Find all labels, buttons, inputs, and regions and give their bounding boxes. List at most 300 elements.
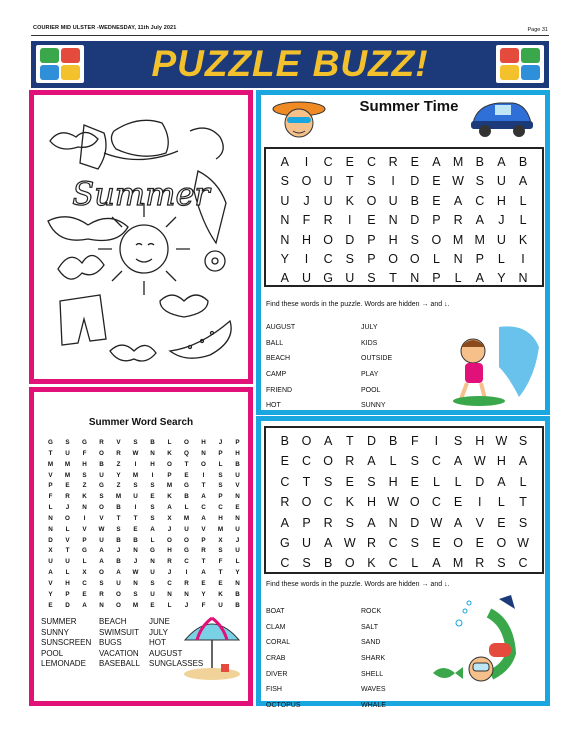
grid-letter: R [323, 213, 333, 228]
grid-letter: C [388, 556, 398, 571]
grid-letter: U [301, 535, 311, 550]
grid-letter: P [432, 271, 441, 286]
word-row [266, 336, 446, 352]
grid-letter: S [518, 434, 528, 448]
word-list-item: JUNE [149, 617, 170, 626]
grid-letter: L [218, 460, 223, 468]
grid-row [42, 503, 246, 514]
grid-letter: N [235, 514, 240, 522]
grid-letter: U [184, 525, 189, 533]
grid-letter: E [65, 482, 70, 490]
grid-row [42, 471, 246, 482]
grid-letter: S [410, 454, 419, 469]
grid-letter: B [116, 504, 121, 512]
grid-letter: X [218, 536, 223, 544]
grid-letter: M [452, 556, 464, 571]
grid-letter: Y [280, 251, 289, 266]
grid-letter: K [518, 232, 528, 247]
grid-letter: W [452, 174, 464, 189]
grid-letter: N [388, 515, 398, 530]
grid-letter: P [367, 232, 376, 247]
car-icon [467, 97, 537, 139]
grid-row [266, 231, 542, 250]
word-list-item: AUGUST [266, 324, 296, 331]
grid-letter: W [495, 434, 508, 448]
grid-letter: S [218, 482, 223, 490]
grid-letter: R [280, 495, 290, 510]
grid-letter: U [280, 193, 290, 208]
grid-letter: S [133, 439, 138, 446]
word-row [266, 604, 446, 620]
grid-letter: H [65, 579, 70, 587]
grid-letter: G [184, 547, 189, 555]
puzzle-banner [31, 41, 549, 88]
grid-letter: A [201, 493, 206, 501]
grid-letter: N [133, 547, 138, 555]
grid-letter: F [48, 493, 53, 501]
grid-letter: R [323, 515, 333, 530]
grid-letter: W [98, 525, 105, 533]
word-list-item: KIDS [361, 339, 378, 347]
grid-letter: C [323, 155, 333, 169]
grid-letter: D [48, 536, 53, 544]
grid-letter: C [280, 474, 290, 489]
ocean-grid [264, 426, 544, 574]
grid-letter: A [48, 569, 53, 577]
grid-letter: H [388, 232, 398, 247]
grid-letter: Y [48, 590, 53, 598]
grid-letter: T [201, 482, 206, 490]
word-list-item: LEMONADE [41, 659, 86, 669]
grid-letter: V [48, 471, 53, 479]
grid-letter: O [431, 232, 442, 247]
grid-row [266, 269, 542, 288]
grid-letter: T [218, 569, 223, 577]
grid-letter: D [475, 474, 485, 489]
grid-letter: I [304, 155, 309, 169]
water-splash-kid-icon [439, 317, 543, 409]
grid-letter: N [388, 213, 398, 228]
grid-letter: D [410, 515, 420, 530]
grid-letter: C [323, 495, 333, 510]
grid-letter: A [99, 558, 104, 566]
grid-letter: H [218, 514, 223, 522]
grid-letter: R [167, 558, 172, 566]
grid-letter: T [48, 449, 53, 457]
grid-letter: U [323, 174, 333, 189]
grid-row [266, 172, 542, 191]
grid-letter: P [367, 251, 376, 266]
grid-letter: A [432, 155, 441, 169]
grid-letter: M [64, 460, 71, 468]
grid-letter: L [411, 556, 419, 571]
grid-letter: T [302, 474, 311, 489]
grid-letter: U [99, 471, 104, 479]
grid-letter: A [497, 474, 506, 489]
grid-letter: P [218, 493, 223, 501]
grid-letter: M [452, 155, 464, 169]
grid-letter: T [345, 434, 354, 448]
word-list-item: DIVER [266, 670, 288, 678]
grid-letter: K [167, 493, 172, 501]
grid-letter: M [64, 471, 71, 479]
grid-letter: H [496, 193, 506, 208]
grid-letter: I [391, 174, 395, 189]
grid-letter: E [367, 213, 376, 228]
grid-letter: W [430, 515, 443, 530]
grid-letter: B [410, 193, 419, 208]
grid-letter: I [134, 460, 137, 468]
grid-letter: L [82, 558, 87, 566]
word-list-item: BALL [266, 339, 284, 347]
grid-letter: S [410, 232, 419, 247]
word-list-item: SUMMER [41, 617, 77, 626]
grid-letter: O [99, 569, 104, 577]
grid-letter: S [410, 535, 419, 550]
grid-letter: V [235, 482, 240, 490]
word-list-item: BEACH [99, 617, 127, 626]
word-row [266, 667, 446, 683]
grid-letter: O [453, 535, 463, 550]
grid-letter: Q [184, 449, 189, 457]
grid-letter: S [150, 482, 155, 490]
grid-letter: L [519, 474, 527, 489]
newspaper-header: COURIER MID ULSTER -WEDNESDAY, 11th July 2021 [33, 25, 177, 31]
grid-letter: W [473, 454, 486, 469]
page-number: Page 31 [527, 27, 548, 33]
grid-letter: C [431, 454, 441, 469]
grid-letter: S [345, 251, 354, 266]
grid-letter: D [366, 434, 376, 448]
grid-letter: A [99, 547, 104, 555]
grid-letter: V [65, 536, 70, 544]
grid-letter: L [454, 474, 462, 489]
word-list-item: CLAM [266, 623, 286, 631]
grid-letter: F [410, 434, 419, 448]
beach-umbrella-icon [181, 614, 243, 682]
grid-letter: P [302, 515, 311, 530]
grid-letter: U [301, 271, 311, 286]
grid-letter: K [82, 493, 87, 501]
grid-letter: S [82, 471, 87, 479]
word-list-item: BASEBALL [99, 659, 140, 669]
word-row [266, 635, 446, 651]
word-list-item: WAVES [361, 686, 386, 694]
grid-letter: U [48, 558, 53, 566]
word-list-item: SHARK [361, 655, 386, 663]
grid-letter: U [116, 579, 121, 587]
grid-letter: M [217, 525, 224, 533]
grid-letter: U [65, 558, 70, 566]
grid-letter: S [345, 515, 354, 530]
grid-letter: J [184, 601, 189, 609]
grid-letter: A [518, 174, 528, 189]
word-list-item: PLAY [361, 371, 379, 379]
grid-letter: S [99, 493, 104, 501]
grid-letter: A [116, 569, 121, 577]
word-list-item: BUGS [99, 638, 122, 648]
grid-letter: O [201, 460, 206, 468]
grid-letter: D [345, 232, 355, 247]
grid-row [42, 481, 246, 492]
grid-letter: T [133, 514, 138, 522]
grid-row [266, 533, 542, 553]
grid-letter: W [387, 495, 400, 510]
grid-letter: E [235, 504, 240, 512]
grid-letter: B [388, 434, 398, 448]
grid-letter: U [235, 525, 240, 533]
grid-letter: L [167, 601, 172, 609]
word-row [266, 698, 446, 714]
grid-letter: C [431, 495, 441, 510]
coloring-summer-lettering: Summer [72, 175, 210, 213]
grid-letter: I [151, 471, 154, 479]
grid-letter: X [167, 514, 172, 522]
grid-letter: N [99, 601, 104, 609]
grid-letter: H [201, 439, 206, 446]
grid-letter: O [409, 251, 420, 266]
grid-letter: P [167, 471, 172, 479]
grid-letter: S [323, 474, 333, 489]
grid-letter: W [132, 569, 139, 577]
grid-row [266, 513, 542, 533]
grid-letter: R [99, 439, 104, 446]
grid-letter: P [82, 536, 87, 544]
grid-letter: M [474, 232, 485, 247]
grid-letter: A [432, 556, 441, 571]
grid-letter: O [167, 536, 172, 544]
grid-letter: U [99, 536, 104, 544]
grid-letter: A [280, 515, 289, 530]
grid-letter: S [150, 514, 155, 522]
grid-letter: E [432, 174, 441, 189]
grid-letter: O [344, 556, 355, 571]
grid-letter: B [116, 558, 121, 566]
grid-letter: S [99, 579, 104, 587]
grid-letter: R [184, 579, 189, 587]
grid-letter: H [475, 434, 485, 448]
grid-letter: S [367, 271, 376, 286]
grid-letter: R [366, 535, 376, 550]
grid-letter: O [409, 495, 420, 510]
grid-letter: Z [116, 482, 121, 490]
ocean-instructions: Find these words in the puzzle. Words are hidden → and ↓. [266, 581, 450, 588]
grid-letter: X [82, 569, 87, 577]
grid-letter: E [150, 493, 155, 501]
grid-letter: L [432, 251, 440, 266]
grid-letter: I [83, 514, 86, 522]
grid-letter: O [184, 439, 189, 446]
grid-letter: I [185, 569, 188, 577]
grid-letter: A [82, 601, 87, 609]
grid-letter: E [82, 590, 87, 598]
grid-letter: J [498, 213, 505, 228]
grid-letter: U [323, 193, 333, 208]
word-list-item: OUTSIDE [361, 355, 393, 363]
grid-letter: J [133, 558, 138, 566]
grid-letter: L [454, 271, 462, 286]
grid-letter: S [453, 434, 463, 448]
grid-letter: D [65, 601, 70, 609]
grid-letter: U [150, 590, 155, 598]
grid-letter: S [150, 504, 155, 512]
word-list-item: AUGUST [149, 648, 183, 658]
word-list-item: SALT [361, 623, 378, 631]
grid-letter: C [167, 579, 172, 587]
word-list-item: POOL [361, 386, 381, 394]
grid-letter: S [367, 474, 376, 489]
grid-row [42, 525, 246, 536]
grid-letter: H [388, 474, 398, 489]
grid-letter: A [367, 515, 376, 530]
grid-row [42, 438, 246, 449]
grid-letter: H [82, 460, 87, 468]
grid-letter: B [323, 556, 333, 571]
grid-letter: H [366, 495, 376, 510]
grid-letter: K [345, 193, 354, 208]
word-list-item: HOT [266, 402, 281, 410]
grid-letter: O [167, 460, 172, 468]
grid-letter: M [166, 482, 173, 490]
sunhat-kid-icon [269, 97, 329, 143]
grid-letter: A [453, 454, 463, 469]
grid-letter: E [280, 454, 289, 469]
grid-letter: O [301, 434, 312, 448]
grid-letter: C [301, 454, 311, 469]
grid-row [42, 492, 246, 503]
grid-letter: C [323, 251, 333, 266]
grid-letter: B [235, 601, 240, 609]
grid-letter: R [65, 493, 70, 501]
grid-letter: C [201, 504, 206, 512]
word-row [266, 398, 446, 414]
grid-letter: E [453, 495, 463, 510]
grid-letter: A [201, 514, 206, 522]
word-list-item: FISH [266, 686, 282, 694]
grid-letter: U [496, 232, 506, 247]
summer-coloring-illustration [40, 101, 242, 373]
word-list-item: SWIMSUIT [99, 627, 139, 637]
grid-letter: O [301, 174, 312, 189]
grid-letter: R [116, 449, 121, 457]
grid-letter: C [82, 579, 87, 587]
grid-letter: E [133, 525, 138, 533]
grid-letter: W [517, 535, 529, 550]
grid-letter: C [280, 556, 290, 571]
grid-letter: A [323, 535, 333, 550]
word-list-item: HOT [149, 638, 166, 648]
grid-letter: R [201, 547, 206, 555]
grid-letter: J [303, 193, 310, 208]
grid-letter: Y [497, 271, 506, 286]
word-list-item: CRAB [266, 655, 286, 663]
summer-time-title: Summer Time [359, 98, 459, 115]
grid-letter: S [150, 579, 155, 587]
grid-letter: P [65, 590, 70, 598]
grid-letter: T [389, 271, 397, 286]
word-list-item: WHALE [361, 702, 386, 710]
grid-letter: A [475, 213, 484, 228]
word-list-item: JULY [149, 627, 168, 637]
grid-letter: J [235, 536, 240, 544]
word-list-item: ROCK [361, 608, 382, 615]
grid-letter: M [183, 514, 190, 522]
grid-row [266, 211, 542, 230]
grid-letter: R [345, 454, 355, 469]
grid-letter: G [82, 439, 87, 446]
grid-letter: C [518, 556, 528, 571]
grid-letter: H [167, 547, 172, 555]
grid-letter: N [518, 271, 528, 286]
grid-letter: A [475, 271, 484, 286]
grid-letter: K [367, 556, 376, 571]
grid-letter: E [432, 535, 441, 550]
grid-letter: N [150, 449, 155, 457]
grid-letter: L [184, 504, 189, 512]
grid-letter: L [519, 213, 527, 228]
grid-letter: O [366, 193, 377, 208]
grid-letter: R [388, 155, 398, 169]
word-row [266, 320, 446, 336]
ocean-word-search-panel [256, 416, 550, 710]
grid-letter: C [184, 558, 189, 566]
grid-row [266, 472, 542, 492]
coloring-panel [29, 90, 253, 384]
grid-letter: L [150, 536, 155, 544]
grid-letter: U [235, 547, 240, 555]
grid-row [266, 492, 542, 512]
grid-letter: E [432, 193, 441, 208]
grid-letter: O [116, 590, 121, 598]
grid-letter: V [116, 439, 121, 446]
grid-letter: O [65, 514, 70, 522]
grid-letter: J [218, 439, 223, 446]
scuba-diver-icon [429, 593, 545, 701]
grid-letter: F [218, 558, 223, 566]
grid-letter: V [82, 525, 87, 533]
grid-letter: O [323, 232, 333, 247]
grid-letter: R [475, 556, 485, 571]
grid-letter: K [167, 449, 172, 457]
grid-letter: S [497, 556, 506, 571]
word-list-item: SAND [361, 639, 381, 647]
grid-letter: N [48, 514, 53, 522]
grid-letter: J [116, 547, 121, 555]
grid-letter: V [48, 579, 53, 587]
grid-letter: B [133, 536, 138, 544]
grid-letter: C [218, 504, 223, 512]
grid-letter: D [410, 213, 420, 228]
grid-letter: S [367, 174, 376, 189]
grid-letter: G [279, 535, 290, 550]
grid-letter: P [235, 439, 240, 446]
grid-letter: M [452, 232, 464, 247]
grid-row [42, 590, 246, 601]
grid-row [42, 601, 246, 612]
grid-letter: S [116, 525, 121, 533]
grid-letter: N [280, 213, 290, 228]
grid-letter: A [518, 454, 528, 469]
grid-row [42, 449, 246, 460]
word-search-grid [42, 438, 246, 612]
grid-letter: B [280, 434, 289, 448]
grid-letter: L [167, 439, 172, 446]
grid-letter: O [184, 536, 189, 544]
banner-title: PUZZLE BUZZ! [151, 43, 429, 84]
grid-letter: M [132, 601, 139, 609]
grid-letter: N [133, 579, 138, 587]
grid-letter: I [521, 251, 525, 266]
